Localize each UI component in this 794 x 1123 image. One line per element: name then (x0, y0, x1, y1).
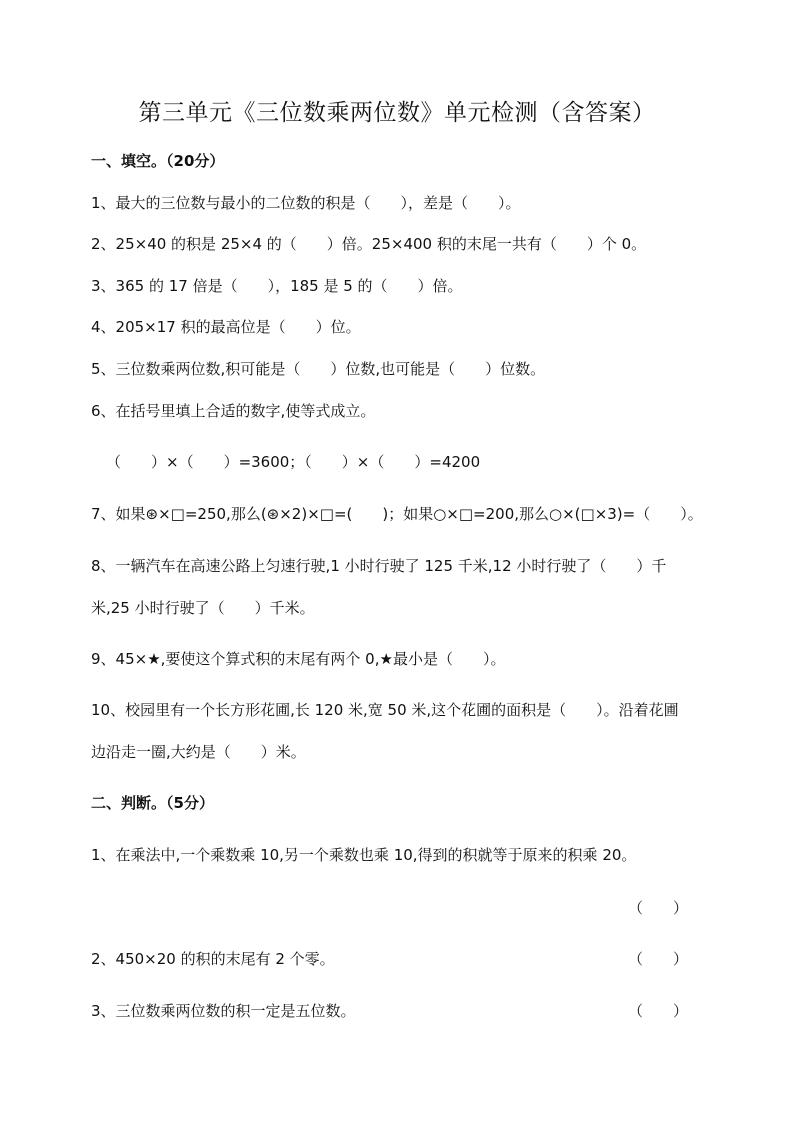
section-heading-fill-in: 一、填空。（20分） (91, 152, 225, 170)
section-heading-judge: 二、判断。（5分） (91, 794, 214, 812)
question-6: 6、在括号里填上合适的数字,使等式成立。 (91, 402, 376, 420)
answer-paren-1: （ ） (628, 899, 689, 917)
question-10-line-2: 边沿走一圈,大约是（ ）米。 (91, 743, 306, 761)
page-title: 第三单元《三位数乘两位数》单元检测（含答案） (138, 100, 656, 126)
answer-paren-3: （ ） (628, 1002, 689, 1020)
question-3: 3、365 的 17 倍是（ ），185 是 5 的（ ）倍。 (91, 277, 463, 295)
question-8-line-1: 8、一辆汽车在高速公路上匀速行驶,1 小时行驶了 125 千米,12 小时行驶了（ ）千 (91, 557, 667, 575)
judge-question-2: 2、450×20 的积的末尾有 2 个零。 (91, 950, 335, 968)
question-1: 1、最大的三位数与最小的二位数的积是（ ），差是（ ）。 (91, 194, 521, 212)
answer-paren-2: （ ） (628, 950, 689, 968)
question-4: 4、205×17 积的最高位是（ ）位。 (91, 318, 361, 336)
question-5: 5、三位数乘两位数,积可能是（ ）位数,也可能是（ ）位数。 (91, 360, 546, 378)
question-7: 7、如果⊛×□=250,那么(⊛×2)×□=( )；如果○×□=200,那么○×(□×3)=（ ）。 (91, 505, 703, 523)
question-9: 9、45×★,要使这个算式积的末尾有两个 0,★最小是（ ）。 (91, 650, 506, 668)
question-2: 2、25×40 的积是 25×4 的（ ）倍。25×400 积的末尾一共有（ ）个 0。 (91, 235, 647, 253)
judge-question-1: 1、在乘法中,一个乘数乘 10,另一个乘数也乘 10,得到的积就等于原来的积乘 20。 (91, 846, 637, 864)
judge-question-3: 3、三位数乘两位数的积一定是五位数。 (91, 1002, 356, 1020)
question-10-line-1: 10、校园里有一个长方形花圃,长 120 米,宽 50 米,这个花圃的面积是（ ）。沿着花圃 (91, 701, 679, 719)
question-6-equations: （ ）×（ ）=3600；（ ）×（ ）=4200 (106, 453, 481, 471)
question-8-line-2: 米,25 小时行驶了（ ）千米。 (91, 599, 315, 617)
